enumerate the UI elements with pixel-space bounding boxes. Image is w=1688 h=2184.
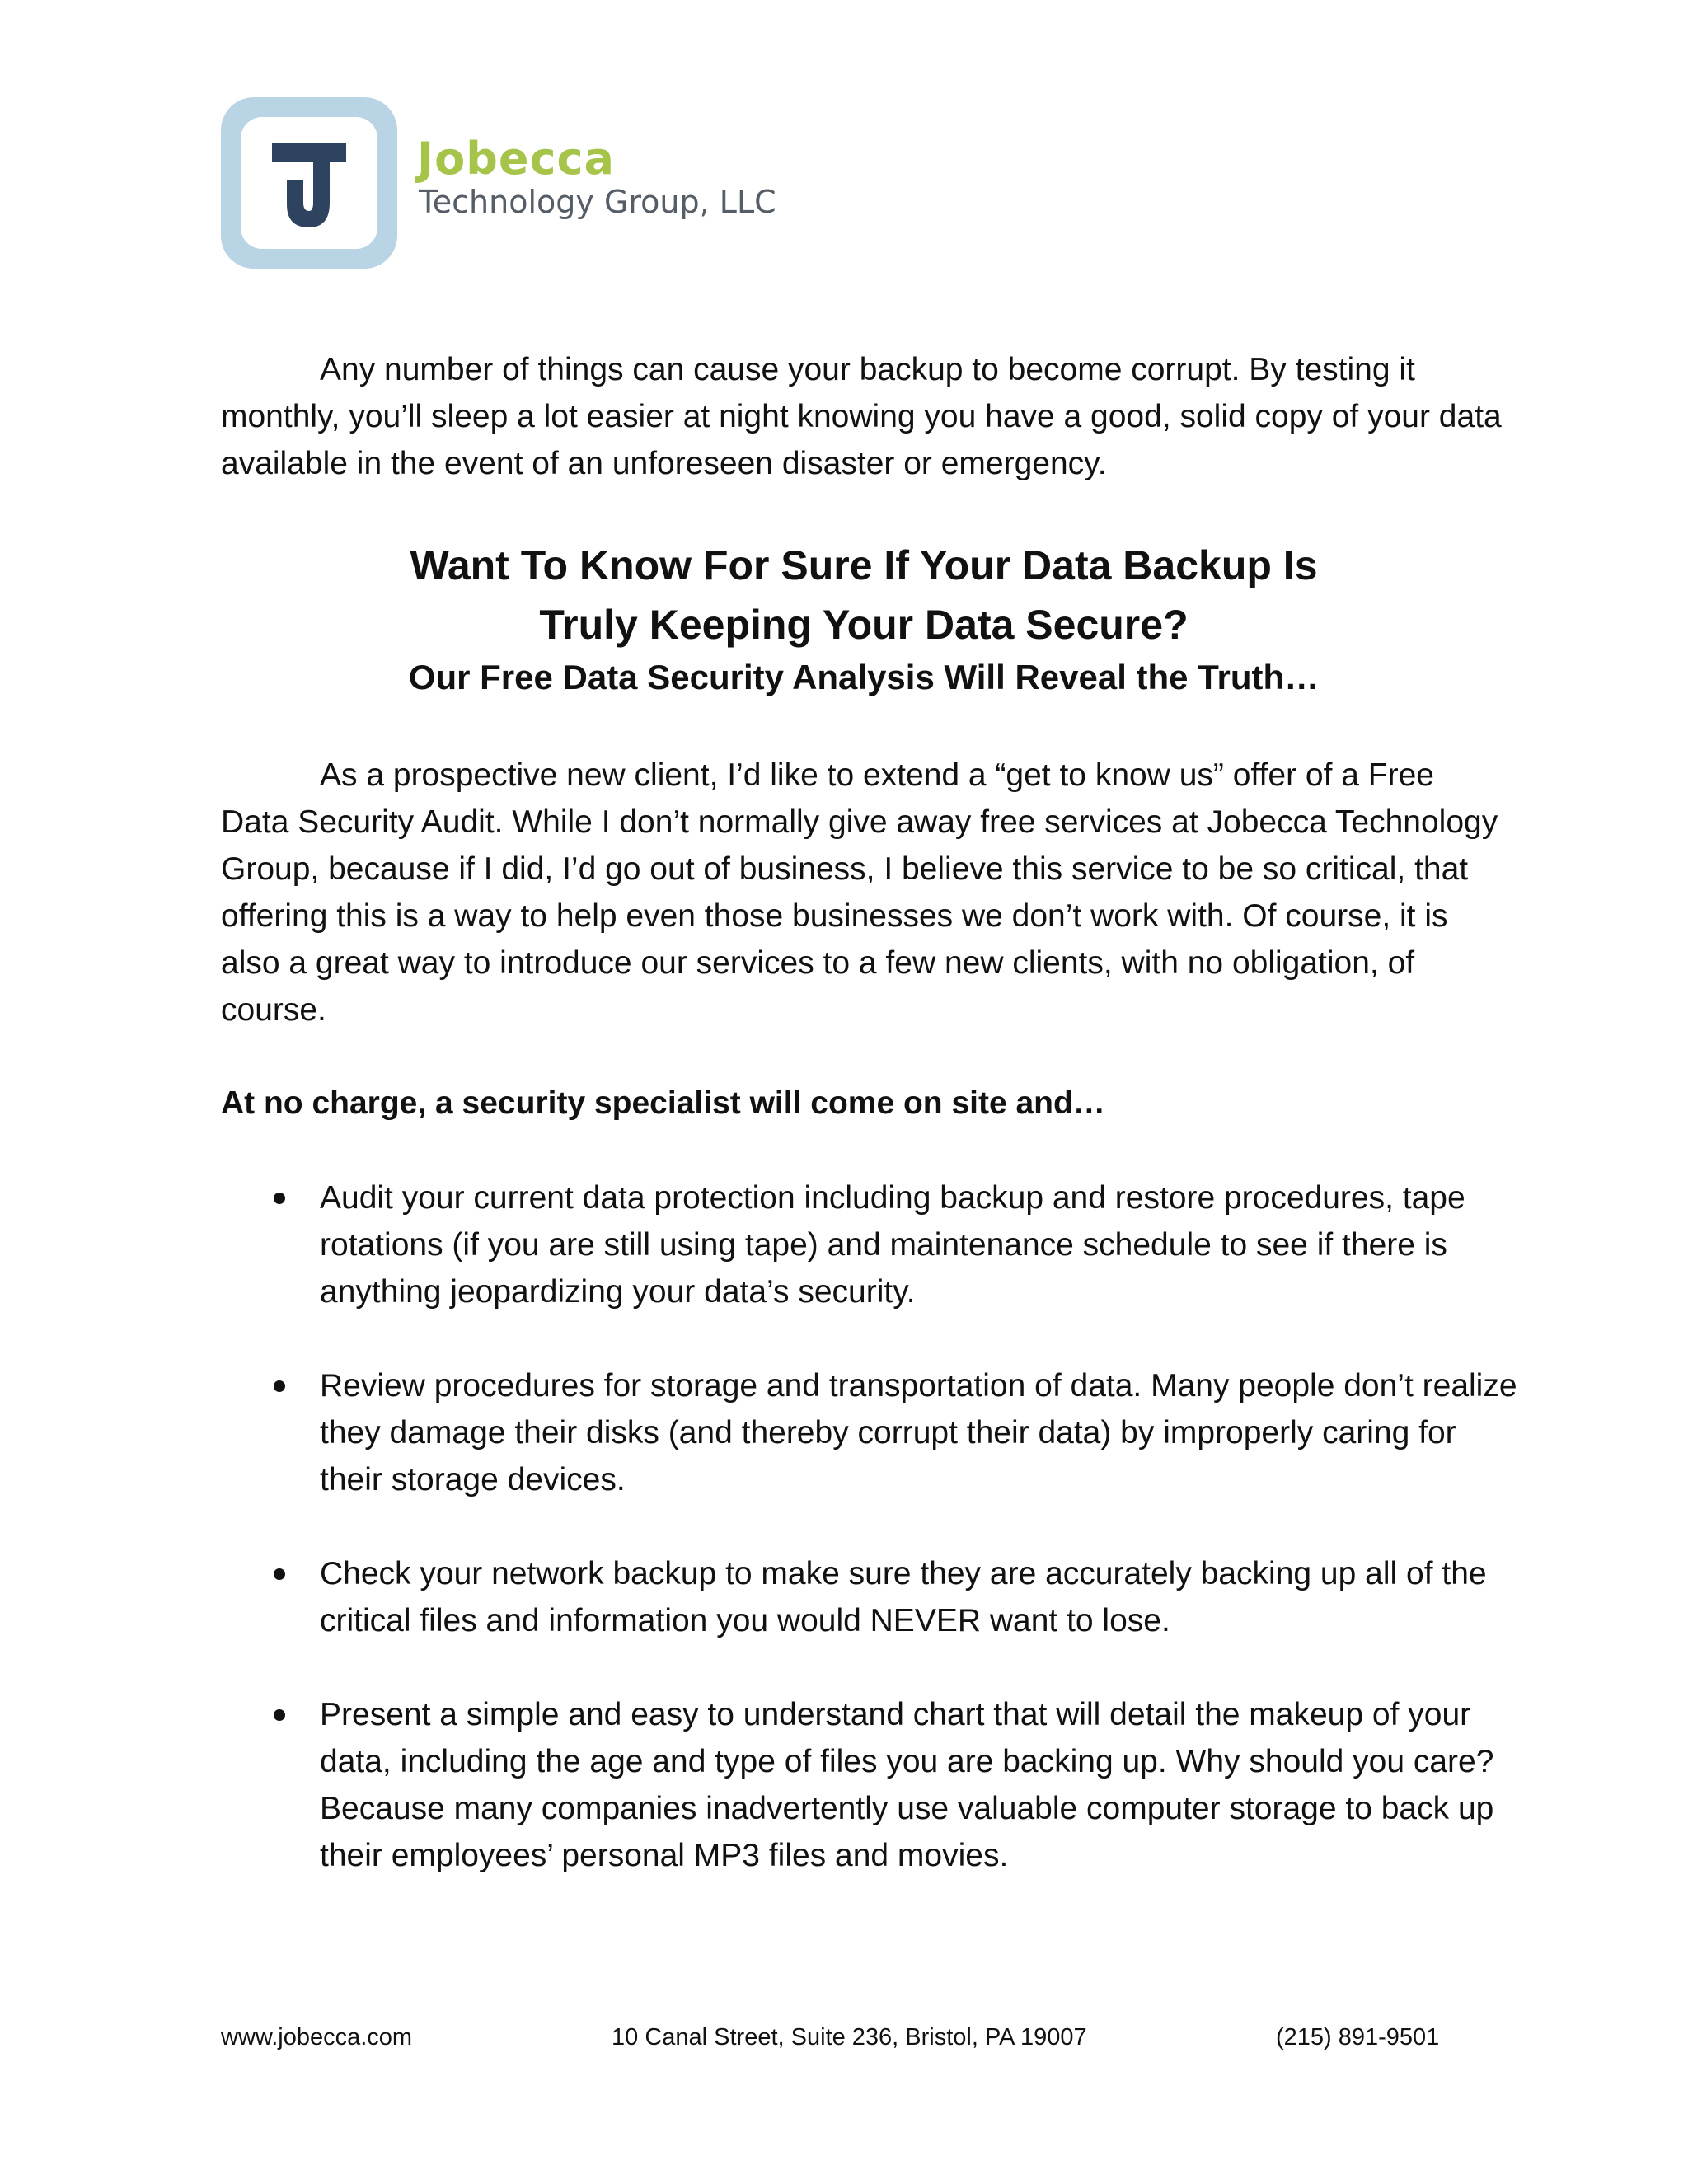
list-item <box>221 1362 1523 1503</box>
intro-paragraph: Any number of things can cause your backup to become corrupt. By testing it monthly, you’ll sleep a lot easier at night knowing you have a good, solid copy of your data available in the event of an unforeseen disaster or emergency. <box>221 352 1502 481</box>
subheadline: Our Free Data Security Analysis Will Reveal the Truth… <box>408 658 1320 696</box>
list-lead: At no charge, a security specialist will come on site and… <box>221 1085 1105 1121</box>
list-item-text: Present a simple and easy to understand chart that will detail the makeup of your data, including the age and type of files you are backing up. Why should you care? Because many companies inadvertently use valuable computer storage to back up their employees’ personal MP3 files and movies. <box>320 1697 1494 1873</box>
footer-phone: (215) 891-9501 <box>1276 2024 1440 2050</box>
j-letter-logo-icon <box>221 97 397 269</box>
list-item-text: Check your network backup to make sure they are accurately backing up all of the critical files and information you would NEVER want to lose. <box>320 1556 1487 1638</box>
offer-paragraph: As a prospective new client, I’d like to extend a “get to know us” offer of a Free Data Security Audit. While I don’t normally give away free services at Jobecca Technology Group, because if I did, I’d go out of business, I believe this service to be so critical, that offering this is a way to help even those businesses we don’t work with. Of course, it is also a great way to introduce our services to a few new clients, with no obligation, of course. <box>221 757 1498 1028</box>
list-item <box>221 1174 1523 1315</box>
headline-line-1: Want To Know For Sure If Your Data Backup Is <box>410 542 1318 588</box>
list-item <box>221 1691 1523 1879</box>
headline-line-2: Truly Keeping Your Data Secure? <box>539 602 1189 648</box>
bullet-icon <box>274 1380 285 1392</box>
brand-name: Jobecca <box>417 133 615 185</box>
logo-letter-glyph <box>221 97 397 269</box>
brand-subtitle: Technology Group, LLC <box>419 184 776 220</box>
list-item <box>221 1550 1523 1644</box>
list-item-text: Review procedures for storage and transportation of data. Many people don’t realize they damage their disks (and thereby corrupt their data) by improperly caring for their storage devices. <box>320 1368 1517 1497</box>
bullet-icon <box>274 1193 285 1204</box>
bullet-icon <box>274 1568 285 1580</box>
list-item-text: Audit your current data protection including backup and restore procedures, tape rotations (if you are still using tape) and maintenance schedule to see if there is anything jeopardizing your data’s security. <box>320 1180 1465 1310</box>
footer-address: 10 Canal Street, Suite 236, Bristol, PA 19007 <box>612 2024 1087 2050</box>
footer-website-link[interactable]: www.jobecca.com <box>221 2024 413 2050</box>
bullet-icon <box>274 1709 285 1721</box>
service-list <box>221 1174 1523 1926</box>
